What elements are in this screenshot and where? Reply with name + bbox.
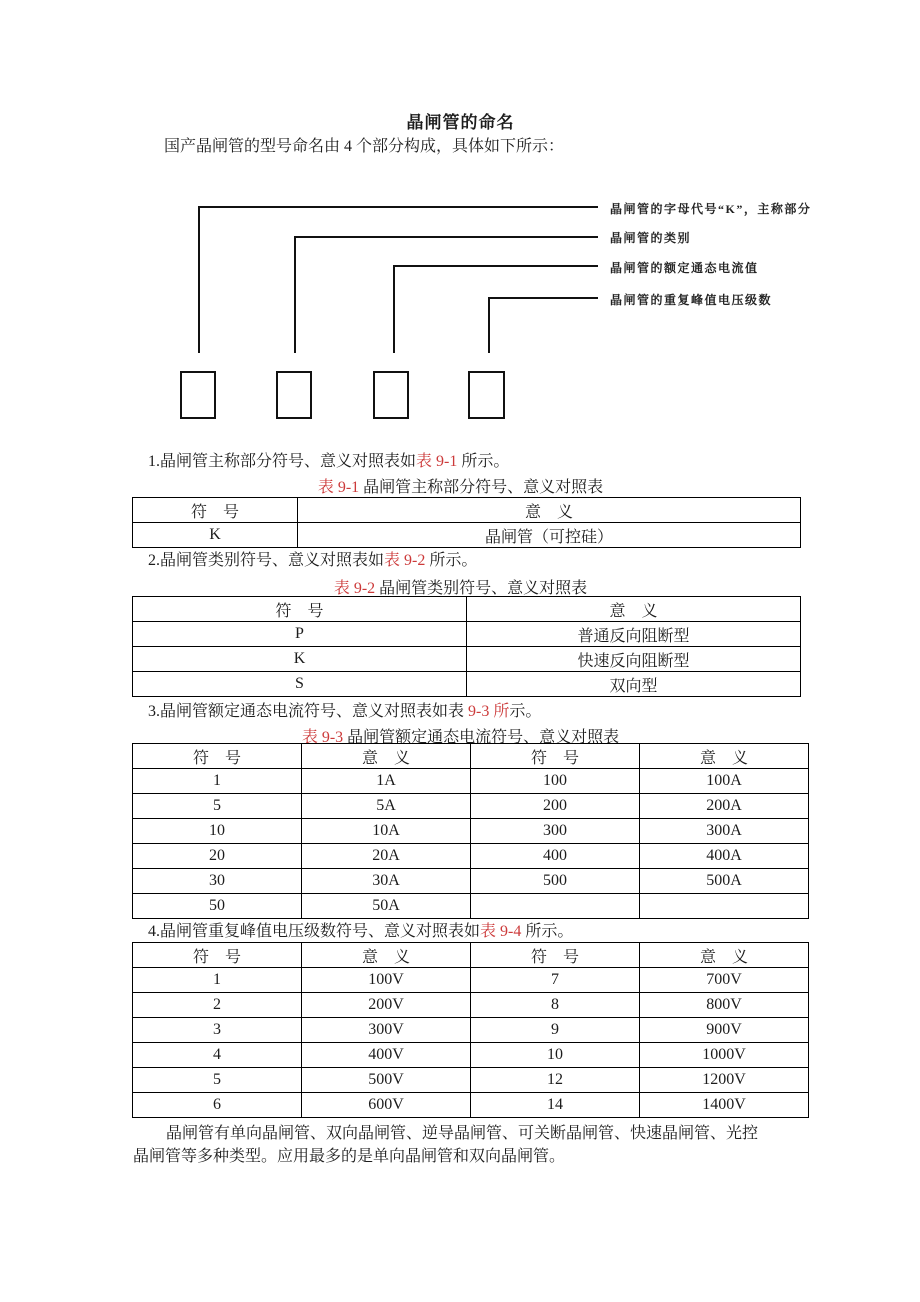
table-row bbox=[133, 943, 809, 968]
closing-line-2: 晶闸管等多种类型。应用最多的是单向晶闸管和双向晶闸管。 bbox=[133, 1148, 566, 1165]
table-9-1 bbox=[132, 497, 801, 548]
item-1-table-ref: 表 9-1 bbox=[416, 453, 458, 470]
table-cell: 10 bbox=[133, 819, 302, 844]
table-cell: 12 bbox=[471, 1068, 640, 1093]
table-cell: 20 bbox=[133, 844, 302, 869]
diagram-line-2-vertical bbox=[294, 236, 296, 353]
diagram-line-4-horizontal bbox=[488, 297, 598, 299]
table-cell: 200 bbox=[471, 794, 640, 819]
table-cell: 700V bbox=[640, 968, 809, 993]
table-row bbox=[133, 622, 801, 647]
table-cell: K bbox=[133, 523, 298, 548]
table-row bbox=[133, 597, 801, 622]
table-cell bbox=[640, 894, 809, 919]
table-cell: 100 bbox=[471, 769, 640, 794]
caption-2-number: 表 9-2 bbox=[333, 580, 376, 597]
table-cell: 500 bbox=[471, 869, 640, 894]
table-row bbox=[133, 647, 801, 672]
list-item-4 bbox=[148, 921, 573, 943]
table-header-cell: 意 义 bbox=[467, 597, 801, 622]
table-cell: 100V bbox=[302, 968, 471, 993]
table-cell: S bbox=[133, 672, 467, 697]
diagram-line-3-vertical bbox=[393, 265, 395, 353]
list-item-1 bbox=[148, 451, 509, 473]
table-cell: 50A bbox=[302, 894, 471, 919]
page-title: 晶闸管的命名 bbox=[406, 113, 515, 132]
item-3-text: 3.晶闸管额定通态电流符号、意义对照表如表 bbox=[148, 703, 469, 720]
table-cell: 14 bbox=[471, 1093, 640, 1118]
table-row bbox=[133, 794, 809, 819]
table-row bbox=[133, 1068, 809, 1093]
diagram-line-1-horizontal bbox=[198, 206, 598, 208]
table-header-cell: 符 号 bbox=[133, 744, 302, 769]
table-cell: 300 bbox=[471, 819, 640, 844]
item-3-text-end: 示。 bbox=[509, 703, 542, 720]
table-cell: 200V bbox=[302, 993, 471, 1018]
table-cell: 1200V bbox=[640, 1068, 809, 1093]
diagram-line-3-horizontal bbox=[393, 265, 598, 267]
table-cell: 900V bbox=[640, 1018, 809, 1043]
intro-paragraph: 国产晶闸管的型号命名由 4 个部分构成，具体如下所示： bbox=[164, 138, 565, 155]
table-row bbox=[133, 769, 809, 794]
diagram-label-category: 晶闸管的类别 bbox=[610, 231, 692, 245]
table-cell: 400A bbox=[640, 844, 809, 869]
table-row bbox=[133, 819, 809, 844]
table-cell: 200A bbox=[640, 794, 809, 819]
table-cell: 10 bbox=[471, 1043, 640, 1068]
table-row bbox=[133, 1018, 809, 1043]
code-box-3 bbox=[373, 371, 409, 419]
caption-3-text: 晶闸管额定通态电流符号、意义对照表 bbox=[343, 729, 620, 746]
caption-1-number: 表 9-1 bbox=[317, 479, 360, 496]
table-header-cell: 意 义 bbox=[302, 744, 471, 769]
table-header-cell: 意 义 bbox=[298, 498, 801, 523]
table-row bbox=[133, 1043, 809, 1068]
table-cell: 800V bbox=[640, 993, 809, 1018]
table-cell: 300V bbox=[302, 1018, 471, 1043]
table-cell: 10A bbox=[302, 819, 471, 844]
table-cell: 3 bbox=[133, 1018, 302, 1043]
diagram-line-1-vertical bbox=[198, 206, 200, 353]
diagram-label-voltage: 晶闸管的重复峰值电压级数 bbox=[610, 293, 773, 307]
table-cell: 8 bbox=[471, 993, 640, 1018]
table-cell: 1000V bbox=[640, 1043, 809, 1068]
table-row bbox=[133, 869, 809, 894]
table-header-cell: 符 号 bbox=[133, 943, 302, 968]
item-4-table-ref: 表 9-4 bbox=[480, 923, 522, 940]
table-cell: 1 bbox=[133, 769, 302, 794]
item-1-text: 1.晶闸管主称部分符号、意义对照表如 bbox=[148, 453, 417, 470]
table-cell: K bbox=[133, 647, 467, 672]
table-cell: 1400V bbox=[640, 1093, 809, 1118]
table-cell: 1 bbox=[133, 968, 302, 993]
diagram-line-4-vertical bbox=[488, 297, 490, 353]
list-item-2 bbox=[148, 550, 477, 572]
table-cell: 100A bbox=[640, 769, 809, 794]
table-cell: 600V bbox=[302, 1093, 471, 1118]
table-header-cell: 符 号 bbox=[471, 744, 640, 769]
code-box-4 bbox=[468, 371, 505, 419]
table-9-3 bbox=[132, 743, 809, 919]
table-9-2 bbox=[132, 596, 801, 697]
table-cell: 6 bbox=[133, 1093, 302, 1118]
table-row bbox=[133, 993, 809, 1018]
table-row bbox=[133, 672, 801, 697]
table-cell: 400V bbox=[302, 1043, 471, 1068]
item-3-table-ref: 9-3 所 bbox=[468, 703, 510, 720]
table-header-cell: 意 义 bbox=[640, 744, 809, 769]
table-header-cell: 意 义 bbox=[640, 943, 809, 968]
table-cell: 500V bbox=[302, 1068, 471, 1093]
list-item-3 bbox=[148, 701, 541, 723]
table-cell: 7 bbox=[471, 968, 640, 993]
item-4-text-end: 所示。 bbox=[521, 923, 574, 940]
code-box-1 bbox=[180, 371, 216, 419]
table-cell: 300A bbox=[640, 819, 809, 844]
table-cell: P bbox=[133, 622, 467, 647]
table-cell: 快速反向阻断型 bbox=[467, 647, 801, 672]
table-row bbox=[133, 744, 809, 769]
table-row bbox=[133, 894, 809, 919]
table-cell: 20A bbox=[302, 844, 471, 869]
caption-1-text: 晶闸管主称部分符号、意义对照表 bbox=[359, 479, 604, 496]
table-header-cell: 符 号 bbox=[471, 943, 640, 968]
closing-line-1: 晶闸管有单向晶闸管、双向晶闸管、逆导晶闸管、可关断晶闸管、快速晶闸管、光控 bbox=[166, 1125, 759, 1142]
table-cell: 5 bbox=[133, 1068, 302, 1093]
table-header-cell: 符 号 bbox=[133, 597, 467, 622]
table-cell: 400 bbox=[471, 844, 640, 869]
table-row bbox=[133, 844, 809, 869]
table-cell bbox=[471, 894, 640, 919]
table-header-cell: 符 号 bbox=[133, 498, 298, 523]
table-row bbox=[133, 523, 801, 548]
diagram-label-current: 晶闸管的额定通态电流值 bbox=[610, 261, 759, 275]
diagram-line-2-horizontal bbox=[294, 236, 598, 238]
table-cell: 4 bbox=[133, 1043, 302, 1068]
table-9-1-caption bbox=[131, 474, 790, 497]
table-cell: 1A bbox=[302, 769, 471, 794]
diagram-label-main-part: 晶闸管的字母代号“K”，主称部分 bbox=[610, 202, 812, 216]
code-box-2 bbox=[276, 371, 312, 419]
table-cell: 30A bbox=[302, 869, 471, 894]
table-cell: 9 bbox=[471, 1018, 640, 1043]
table-cell: 5 bbox=[133, 794, 302, 819]
table-row bbox=[133, 498, 801, 523]
item-2-text-end: 所示。 bbox=[425, 552, 478, 569]
item-2-text: 2.晶闸管类别符号、意义对照表如 bbox=[148, 552, 385, 569]
table-cell: 晶闸管（可控硅） bbox=[298, 523, 801, 548]
table-cell: 500A bbox=[640, 869, 809, 894]
table-cell: 30 bbox=[133, 869, 302, 894]
table-cell: 双向型 bbox=[467, 672, 801, 697]
table-cell: 5A bbox=[302, 794, 471, 819]
table-9-4 bbox=[132, 942, 809, 1118]
item-4-text: 4.晶闸管重复峰值电压级数符号、意义对照表如 bbox=[148, 923, 481, 940]
table-9-2-caption bbox=[131, 575, 790, 598]
item-2-table-ref: 表 9-2 bbox=[384, 552, 426, 569]
table-cell: 2 bbox=[133, 993, 302, 1018]
table-cell: 普通反向阻断型 bbox=[467, 622, 801, 647]
caption-3-number: 表 9-3 bbox=[301, 729, 344, 746]
table-header-cell: 意 义 bbox=[302, 943, 471, 968]
table-row bbox=[133, 968, 809, 993]
closing-paragraph bbox=[133, 1122, 793, 1168]
item-1-text-end: 所示。 bbox=[457, 453, 510, 470]
table-row bbox=[133, 1093, 809, 1118]
caption-2-text: 晶闸管类别符号、意义对照表 bbox=[375, 580, 588, 597]
table-cell: 50 bbox=[133, 894, 302, 919]
